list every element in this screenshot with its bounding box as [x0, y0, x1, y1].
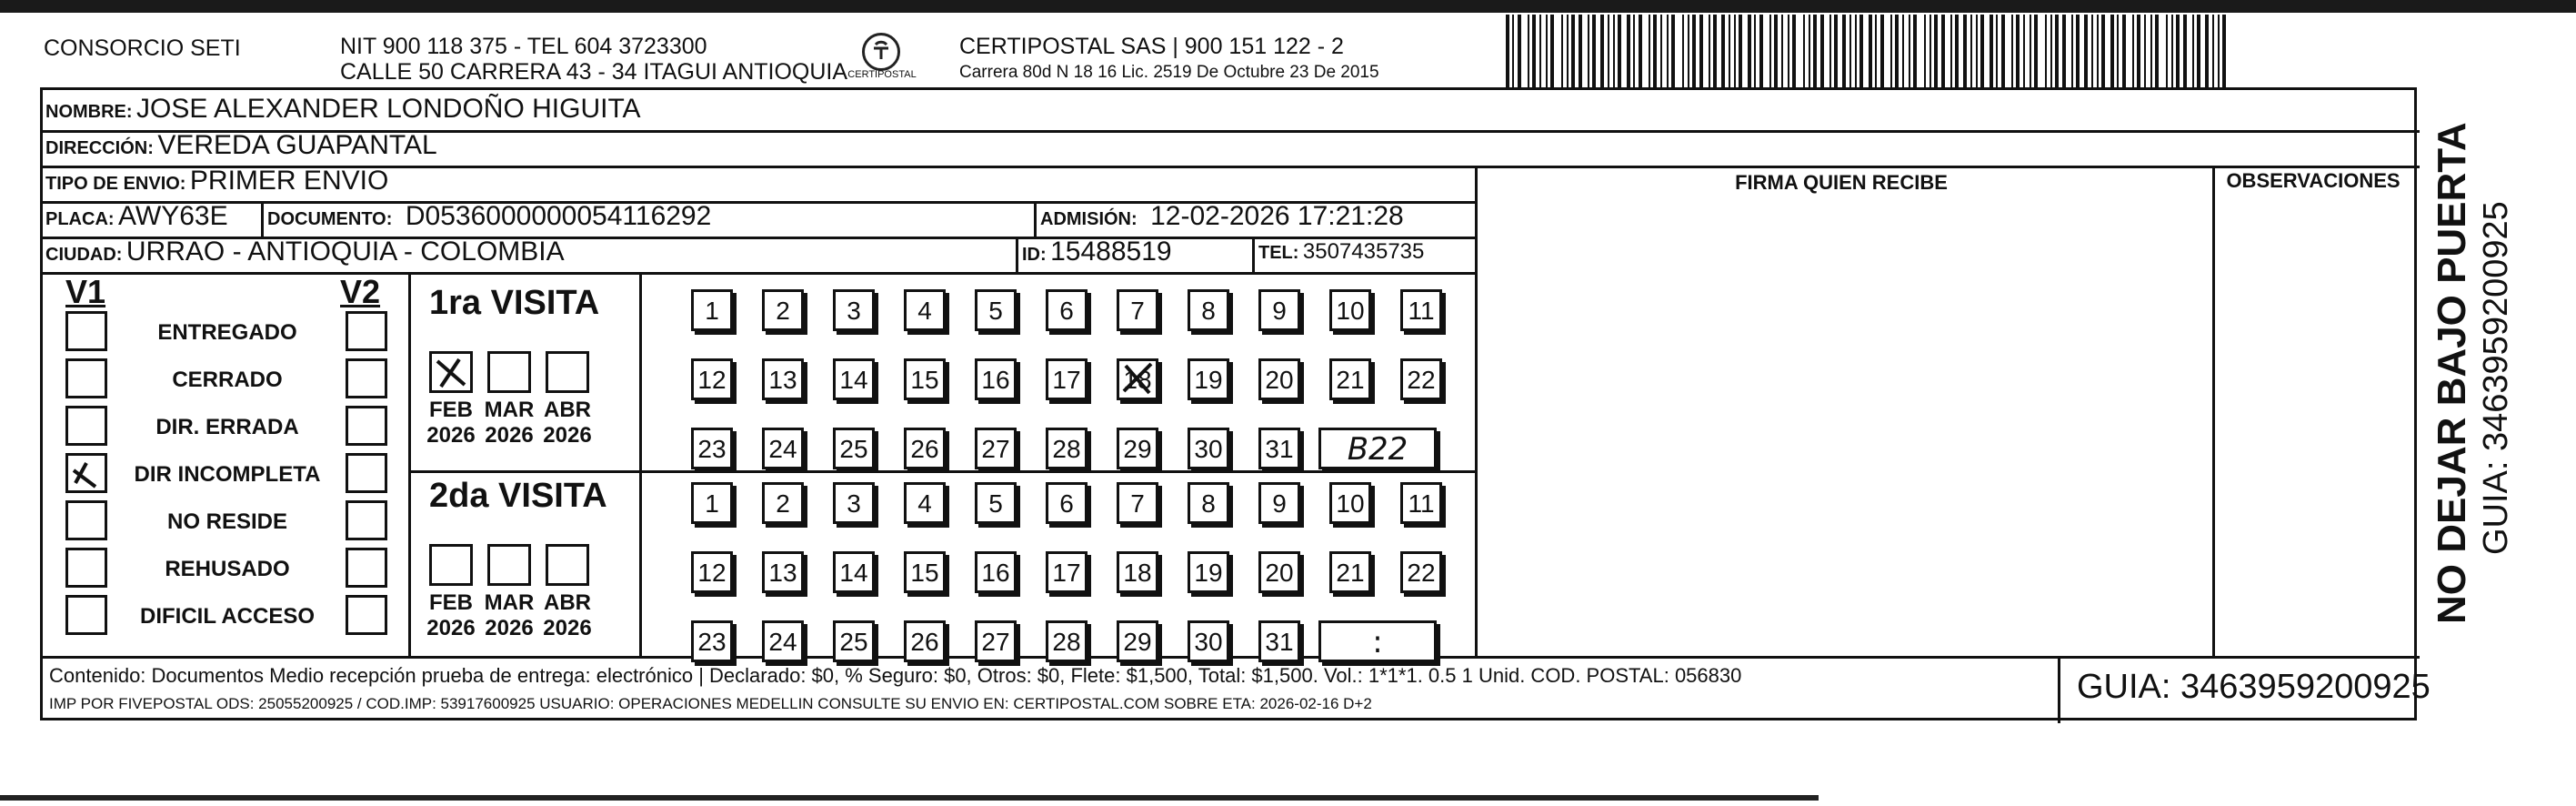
- day-checkbox[interactable]: 26: [904, 428, 946, 469]
- day-mark: [1118, 358, 1158, 403]
- day-checkbox[interactable]: 13: [762, 358, 804, 400]
- barcode-bar: [2132, 15, 2134, 87]
- nit-line: NIT 900 118 375 - TEL 604 3723300: [340, 34, 707, 59]
- barcode-bar: [1528, 15, 1529, 87]
- year-label: 2026: [543, 423, 592, 448]
- barcode-bar: [1588, 15, 1589, 87]
- firma-label: FIRMA QUIEN RECIBE: [1735, 171, 1948, 194]
- day-checkbox[interactable]: 13: [762, 551, 804, 593]
- barcode-bar: [1671, 15, 1675, 87]
- barcode-bar: [2166, 15, 2168, 87]
- month-checkbox[interactable]: [429, 351, 473, 393]
- day-checkbox[interactable]: 1: [691, 289, 733, 331]
- check-mark-icon: [432, 354, 470, 390]
- barcode-bar: [1788, 15, 1789, 87]
- guia-number: GUIA: 3463959200925: [2077, 668, 2431, 706]
- v2-header: V2: [340, 273, 381, 310]
- month-checkbox[interactable]: [546, 544, 589, 586]
- barcode-bar: [1842, 15, 1846, 87]
- divider: [2212, 166, 2215, 656]
- barcode-bar: [1970, 15, 1972, 87]
- month-label: ABR: [544, 590, 591, 615]
- v2-checkbox[interactable]: [346, 595, 387, 635]
- day-checkbox[interactable]: 1: [691, 482, 733, 524]
- day-checkbox[interactable]: 20: [1258, 358, 1300, 400]
- barcode-bar: [2192, 15, 2194, 87]
- barcode-bar: [1963, 15, 1967, 87]
- v1-checkbox[interactable]: [65, 358, 107, 398]
- barcode-bar: [2091, 15, 2093, 87]
- day-checkbox[interactable]: 7: [1117, 289, 1158, 331]
- day-checkbox[interactable]: 19: [1188, 358, 1229, 400]
- barcode-bar: [1734, 15, 1736, 87]
- id-label: ID:: [1022, 245, 1047, 265]
- id-value: 15488519: [1050, 237, 1172, 267]
- divider: [43, 656, 2420, 659]
- admision-field: [1040, 201, 1404, 237]
- barcode-bar: [1613, 15, 1615, 87]
- barcode-bar: [2144, 15, 2146, 87]
- day-checkbox[interactable]: 10: [1329, 482, 1371, 524]
- barcode-bar: [2001, 15, 2005, 87]
- no-dejar-bajo-puerta: NO DEJAR BAJO PUERTA: [2430, 122, 2474, 624]
- year-label: 2026: [485, 616, 534, 640]
- barcode-bar: [1592, 15, 1596, 87]
- day-checkbox[interactable]: 26: [904, 620, 946, 662]
- v1-checkbox[interactable]: [65, 500, 107, 540]
- month-label: MAR: [484, 590, 535, 615]
- day-checkbox[interactable]: 25: [833, 620, 875, 662]
- barcode-bar: [2205, 15, 2209, 87]
- placa-label: PLACA:: [45, 209, 115, 229]
- bottom-edge-line: [0, 795, 1819, 801]
- observaciones-label: OBSERVACIONES: [2226, 169, 2401, 192]
- status-option-label: DIR INCOMPLETA: [134, 462, 321, 487]
- day-checkbox[interactable]: 25: [833, 428, 875, 469]
- barcode-bar: [1667, 15, 1669, 87]
- barcode-bar: [1996, 15, 1998, 87]
- day-checkbox[interactable]: 18: [1117, 551, 1158, 593]
- day-checkbox[interactable]: 27: [975, 620, 1017, 662]
- logo-text: CERTIPOSTAL: [847, 69, 917, 80]
- direccion-row: [45, 130, 437, 166]
- year-label: 2026: [426, 423, 476, 448]
- day-checkbox[interactable]: 4: [904, 289, 946, 331]
- v2-checkbox[interactable]: [346, 500, 387, 540]
- first-visit-title: 1ra VISITA: [429, 284, 600, 322]
- barcode-bar: [1608, 15, 1609, 87]
- day-checkbox[interactable]: 30: [1188, 620, 1229, 662]
- v2-checkbox[interactable]: [346, 548, 387, 588]
- direccion-label: DIRECCIÓN:: [45, 138, 154, 158]
- status-option-label: NO RESIDE: [166, 509, 288, 534]
- day-checkbox[interactable]: 14: [833, 551, 875, 593]
- barcode: [1506, 15, 2233, 87]
- status-option-label: CERRADO: [172, 368, 283, 392]
- barcode-bar: [1909, 15, 1910, 87]
- day-checkbox[interactable]: 7: [1117, 482, 1158, 524]
- barcode-bar: [1803, 15, 1805, 87]
- barcode-bar: [1859, 15, 1863, 87]
- day-checkbox[interactable]: 3: [833, 482, 875, 524]
- second-visit-title: 2da VISITA: [429, 477, 607, 515]
- admision-value: 12-02-2026 17:21:28: [1150, 201, 1404, 231]
- month-checkbox[interactable]: [487, 351, 531, 393]
- barcode-bar: [2084, 15, 2088, 87]
- barcode-bar: [1976, 15, 1978, 87]
- divider: [408, 272, 411, 656]
- tel-label: TEL:: [1258, 243, 1299, 263]
- day-checkbox[interactable]: 24: [762, 428, 804, 469]
- barcode-bar: [1567, 15, 1569, 87]
- tel-value: 3507435735: [1302, 239, 1425, 264]
- barcode-bar: [2222, 15, 2226, 87]
- barcode-bar: [1561, 15, 1563, 87]
- barcode-bar: [1649, 15, 1650, 87]
- barcode-bar: [1699, 15, 1703, 87]
- day-checkbox[interactable]: 12: [691, 551, 733, 593]
- barcode-bar: [1579, 15, 1582, 87]
- ciudad-label: CIUDAD:: [45, 245, 123, 265]
- ciudad-field: [45, 237, 565, 272]
- v2-checkbox[interactable]: [346, 406, 387, 446]
- barcode-bar: [1813, 15, 1817, 87]
- month-checkbox[interactable]: [546, 351, 589, 393]
- barcode-bar: [1902, 15, 1904, 87]
- barcode-bar: [1929, 15, 1931, 87]
- barcode-bar: [1550, 15, 1554, 87]
- barcode-bar: [2050, 15, 2052, 87]
- barcode-bar: [1506, 15, 1509, 87]
- day-checkbox[interactable]: 22: [1400, 358, 1442, 400]
- nombre-label: NOMBRE:: [45, 102, 133, 122]
- barcode-bar: [2110, 15, 2114, 87]
- certipostal-logo-icon: [862, 33, 900, 71]
- company-name: CONSORCIO SETI: [44, 35, 241, 61]
- barcode-bar: [1682, 15, 1684, 87]
- barcode-bar: [2023, 15, 2025, 87]
- day-checkbox[interactable]: 15: [904, 358, 946, 400]
- day-checkbox[interactable]: 15: [904, 551, 946, 593]
- check-mark-icon: [68, 456, 105, 490]
- month-label: MAR: [484, 398, 535, 422]
- day-checkbox[interactable]: 31: [1258, 428, 1300, 469]
- v1-header: V1: [65, 273, 106, 310]
- barcode-bar: [1924, 15, 1926, 87]
- barcode-bar: [1729, 15, 1730, 87]
- barcode-bar: [2155, 15, 2159, 87]
- barcode-bar: [1781, 15, 1783, 87]
- day-checkbox[interactable]: 4: [904, 482, 946, 524]
- v1-checkbox[interactable]: [65, 453, 107, 493]
- day-checkbox[interactable]: 19: [1188, 551, 1229, 593]
- v2-checkbox[interactable]: [346, 358, 387, 398]
- barcode-bar: [2171, 15, 2173, 87]
- divider: [408, 470, 1475, 473]
- barcode-bar: [1739, 15, 1742, 87]
- day-checkbox[interactable]: 17: [1046, 358, 1088, 400]
- month-checkbox[interactable]: [487, 544, 531, 586]
- month-checkbox[interactable]: [429, 544, 473, 586]
- barcode-bar: [2076, 15, 2080, 87]
- day-checkbox[interactable]: 12: [691, 358, 733, 400]
- ciudad-value: URRAO - ANTIOQUIA - COLOMBIA: [125, 237, 565, 267]
- barcode-bar: [2071, 15, 2073, 87]
- barcode-bar: [1759, 15, 1763, 87]
- barcode-bar: [1913, 15, 1917, 87]
- barcode-bar: [1941, 15, 1945, 87]
- barcode-bar: [2045, 15, 2047, 87]
- id-field: [1022, 237, 1172, 272]
- tipo-envio-row: [45, 166, 388, 201]
- check-mark-icon: [1118, 358, 1158, 398]
- barcode-bar: [1769, 15, 1771, 87]
- day-checkbox[interactable]: 24: [762, 620, 804, 662]
- day-checkbox[interactable]: 28: [1046, 428, 1088, 469]
- barcode-bar: [2016, 15, 2020, 87]
- tel-field: [1258, 237, 1424, 270]
- barcode-bar: [1950, 15, 1952, 87]
- day-checkbox[interactable]: 8: [1188, 289, 1229, 331]
- day-checkbox[interactable]: 16: [975, 551, 1017, 593]
- barcode-bar: [2101, 15, 2105, 87]
- day-checkbox[interactable]: 11: [1400, 289, 1442, 331]
- barcode-bar: [1653, 15, 1657, 87]
- barcode-bar: [1774, 15, 1778, 87]
- barcode-bar: [1512, 15, 1514, 87]
- divider: [1252, 237, 1255, 272]
- nombre-row: [45, 94, 641, 129]
- day-checkbox[interactable]: 6: [1046, 289, 1088, 331]
- barcode-bar: [2034, 15, 2038, 87]
- barcode-bar: [1627, 15, 1630, 87]
- documento-label: DOCUMENTO:: [267, 209, 393, 229]
- barcode-bar: [1990, 15, 1993, 87]
- side-guia: GUIA: 3463959200925: [2477, 201, 2515, 555]
- barcode-bar: [1571, 15, 1575, 87]
- barcode-bar: [1618, 15, 1621, 87]
- barcode-bar: [1748, 15, 1751, 87]
- day-checkbox[interactable]: 10: [1329, 289, 1371, 331]
- barcode-bar: [1820, 15, 1824, 87]
- v2-checkbox[interactable]: [346, 453, 387, 493]
- barcode-bar: [1754, 15, 1756, 87]
- year-label: 2026: [543, 616, 592, 640]
- day-checkbox[interactable]: 21: [1329, 358, 1371, 400]
- documento-field: [267, 201, 711, 237]
- barcode-bar: [2062, 15, 2066, 87]
- barcode-bar: [1829, 15, 1831, 87]
- v1-checkbox[interactable]: [65, 311, 107, 351]
- barcode-bar: [2212, 15, 2214, 87]
- month-label: ABR: [544, 398, 591, 422]
- tipo-envio-label: TIPO DE ENVIO:: [45, 174, 186, 194]
- divider: [1475, 166, 1478, 656]
- divider: [2058, 656, 2060, 723]
- day-checkbox[interactable]: 3: [833, 289, 875, 331]
- v1-checkbox[interactable]: [65, 406, 107, 446]
- barcode-bar: [1688, 15, 1689, 87]
- day-checkbox[interactable]: 5: [975, 482, 1017, 524]
- barcode-bar: [1709, 15, 1710, 87]
- barcode-bar: [1849, 15, 1851, 87]
- day-checkbox[interactable]: 29: [1117, 428, 1158, 469]
- day-checkbox[interactable]: 16: [975, 358, 1017, 400]
- day-checkbox[interactable]: 8: [1188, 482, 1229, 524]
- barcode-bar: [1880, 15, 1884, 87]
- barcode-bar: [1792, 15, 1796, 87]
- status-option-label: REHUSADO: [165, 557, 290, 581]
- barcode-bar: [1895, 15, 1899, 87]
- day-checkbox[interactable]: 28: [1046, 620, 1088, 662]
- v1-checkbox[interactable]: [65, 548, 107, 588]
- barcode-bar: [1518, 15, 1521, 87]
- v1-checkbox[interactable]: [65, 595, 107, 635]
- barcode-bar: [2218, 15, 2220, 87]
- status-option-label: ENTREGADO: [157, 320, 297, 345]
- certipostal-subtitle: Carrera 80d N 18 16 Lic. 2519 De Octubre 23 De 2015: [959, 63, 1379, 82]
- placa-field: [45, 201, 228, 237]
- contenido-line: Contenido: Documentos Medio recepción prueba de entrega: electrónico | Declarado: $0, % Seguro: $0, Otros: $0, Flete: $1,500, Total: $1,500. Vol.: 1*1*1. 0.5 1 Unid. COD. POSTAL: 056830: [49, 664, 1742, 687]
- barcode-bar: [1633, 15, 1635, 87]
- direccion-value: VEREDA GUAPANTAL: [157, 130, 437, 160]
- v2-checkbox[interactable]: [346, 311, 387, 351]
- day-checkbox[interactable]: 18: [1117, 358, 1158, 400]
- day-checkbox[interactable]: 9: [1258, 482, 1300, 524]
- day-checkbox[interactable]: 31: [1258, 620, 1300, 662]
- barcode-bar: [1869, 15, 1872, 87]
- barcode-bar: [1721, 15, 1725, 87]
- barcode-bar: [2122, 15, 2126, 87]
- month-label: FEB: [429, 398, 473, 422]
- barcode-bar: [1539, 15, 1541, 87]
- day-checkbox[interactable]: 14: [833, 358, 875, 400]
- day-checkbox[interactable]: 6: [1046, 482, 1088, 524]
- divider: [639, 272, 642, 656]
- barcode-bar: [2055, 15, 2059, 87]
- year-label: 2026: [426, 616, 476, 640]
- barcode-bar: [2183, 15, 2187, 87]
- day-checkbox[interactable]: 23: [691, 620, 733, 662]
- admision-label: ADMISIÓN:: [1040, 209, 1138, 229]
- day-checkbox[interactable]: 2: [762, 289, 804, 331]
- year-label: 2026: [485, 423, 534, 448]
- barcode-bar: [1875, 15, 1877, 87]
- day-checkbox[interactable]: 23: [691, 428, 733, 469]
- barcode-bar: [2011, 15, 2013, 87]
- divider: [43, 272, 1475, 275]
- day-checkbox[interactable]: 21: [1329, 551, 1371, 593]
- barcode-bar: [1639, 15, 1642, 87]
- placa-value: AWY63E: [118, 201, 228, 231]
- status-option-label: DIR. ERRADA: [155, 415, 299, 439]
- day-checkbox[interactable]: 27: [975, 428, 1017, 469]
- barcode-bar: [2150, 15, 2152, 87]
- time-field[interactable]: B22: [1318, 428, 1437, 469]
- day-checkbox[interactable]: 11: [1400, 482, 1442, 524]
- barcode-bar: [1532, 15, 1536, 87]
- barcode-bar: [1980, 15, 1984, 87]
- documento-value: D0536000000054116292: [405, 201, 712, 231]
- barcode-bar: [1955, 15, 1959, 87]
- day-checkbox[interactable]: 9: [1258, 289, 1300, 331]
- barcode-bar: [2137, 15, 2140, 87]
- month-label: FEB: [429, 590, 473, 615]
- day-checkbox[interactable]: 30: [1188, 428, 1229, 469]
- day-checkbox[interactable]: 22: [1400, 551, 1442, 593]
- barcode-bar: [1855, 15, 1857, 87]
- barcode-bar: [2097, 15, 2099, 87]
- barcode-bar: [1546, 15, 1548, 87]
- time-field[interactable]: :: [1318, 620, 1437, 662]
- top-edge-bar: [0, 0, 2576, 13]
- barcode-bar: [1834, 15, 1838, 87]
- barcode-bar: [1713, 15, 1717, 87]
- barcode-bar: [1692, 15, 1696, 87]
- imp-line: IMP POR FIVEPOSTAL ODS: 25055200925 / COD.IMP: 53917600925 USUARIO: OPERACIONES MEDELLIN CONSULTE SU ENVIO EN: CERTIPOSTAL.COM SOBRE ETA: 2026-02-16 D+2: [49, 695, 1372, 712]
- divider: [1016, 237, 1018, 272]
- nombre-value: JOSE ALEXANDER LONDOÑO HIGUITA: [136, 94, 641, 124]
- divider: [261, 201, 264, 237]
- day-checkbox[interactable]: 20: [1258, 551, 1300, 593]
- barcode-bar: [2030, 15, 2031, 87]
- day-checkbox[interactable]: 2: [762, 482, 804, 524]
- barcode-bar: [2197, 15, 2200, 87]
- day-checkbox[interactable]: 17: [1046, 551, 1088, 593]
- day-checkbox[interactable]: 5: [975, 289, 1017, 331]
- barcode-bar: [1660, 15, 1662, 87]
- status-option-label: DIFICIL ACCESO: [139, 604, 315, 629]
- barcode-bar: [1600, 15, 1604, 87]
- divider: [43, 166, 2420, 168]
- barcode-bar: [1934, 15, 1938, 87]
- day-checkbox[interactable]: 29: [1117, 620, 1158, 662]
- certipostal-title: CERTIPOSTAL SAS | 900 151 122 - 2: [959, 34, 1344, 59]
- tipo-envio-value: PRIMER ENVIO: [189, 166, 389, 196]
- divider: [1034, 201, 1037, 237]
- barcode-bar: [1890, 15, 1892, 87]
- barcode-bar: [1809, 15, 1810, 87]
- address-line: CALLE 50 CARRERA 43 - 34 ITAGUI ANTIOQUIA: [340, 59, 848, 85]
- barcode-bar: [2176, 15, 2180, 87]
- barcode-bar: [2117, 15, 2119, 87]
